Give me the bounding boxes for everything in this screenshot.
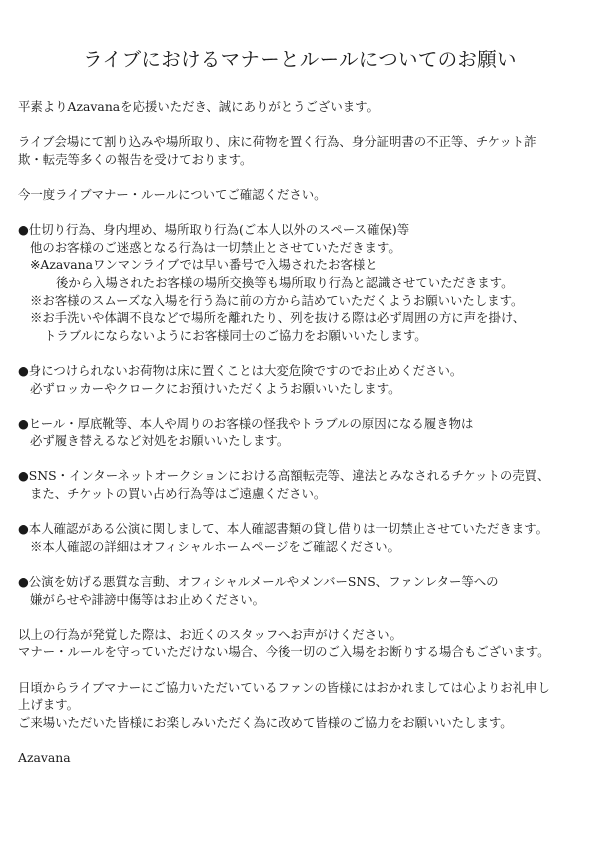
rule-heading: ●ヒール・厚底靴等、本人や周りのお客様の怪我やトラブルの原因になる履き物は: [18, 415, 474, 431]
document-body: [18, 98, 582, 767]
spacer: [18, 450, 582, 468]
rule-detail: 必ずロッカーやクロークにお預けいただくようお願いいたします。: [30, 380, 401, 396]
spacer: [18, 116, 582, 134]
spacer: [18, 661, 582, 679]
rule-detail: ※お客様のスムーズな入場を行う為に前の方から詰めていただくようお願いいたします。: [30, 292, 524, 308]
rule-detail: ※Azavanaワンマンライブでは早い番号で入場されたお客様と: [30, 257, 378, 273]
rule-item: [18, 520, 582, 573]
spacer: [18, 608, 582, 626]
rule-heading: ●身につけられないお荷物は床に置くことは大変危険ですのでお止めください。: [18, 362, 463, 378]
closing-line: 上げます。: [18, 697, 79, 713]
rule-heading: ●公演を妨げる悪質な言動、オフィシャルメールやメンバーSNS、ファンレター等への: [18, 574, 499, 590]
rule-heading: ●本人確認がある公演に関しまして、本人確認書類の貸し借りは一切禁止させていただきます。: [18, 521, 548, 537]
rule-detail: 必ず履き替えるなど対処をお願いいたします。: [30, 433, 290, 449]
warning-line: 以上の行為が発覚した際は、お近くのスタッフへお声がけください。: [18, 626, 402, 642]
rule-heading: ●仕切り行為、身内埋め、場所取り行為(ご本人以外のスペース確保)等: [18, 222, 410, 238]
rule-item: [18, 221, 582, 362]
closing-line: 日頃からライブマナーにご協力いただいているファンの皆様にはおかれましては心よりお礼申し: [18, 679, 550, 695]
rule-item: [18, 415, 582, 468]
rule-detail: また、チケットの買い占め行為等はご遠慮ください。: [30, 486, 327, 502]
closing-line: ご来場いただいた皆様にお楽しみいただく為に改めて皆様のご協力をお願いいたします。: [18, 714, 513, 730]
spacer: [18, 397, 582, 415]
rule-item: [18, 362, 582, 415]
confirm-line: 今一度ライブマナー・ルールについてご確認ください。: [18, 186, 327, 202]
rule-detail: 後から入場されたお客様の場所交換等も場所取り行為と認識させていただきます。: [56, 274, 514, 290]
spacer: [18, 503, 582, 521]
page-title: ライブにおけるマナーとルールについてのお願い: [83, 48, 517, 71]
spacer: [18, 555, 582, 573]
rule-detail: 嫌がらせや誹謗中傷等はお止めください。: [30, 591, 266, 607]
rule-heading: ●SNS・インターネットオークションにおける高額転売等、違法とみなされるチケットの売買、: [18, 468, 550, 484]
signature: Azavana: [18, 749, 71, 765]
rule-item: [18, 573, 582, 626]
rule-detail: ※お手洗いや体調不良などで場所を離れたり、列を抜ける際は必ず周囲の方に声を掛け、: [30, 310, 526, 326]
spacer: [18, 168, 582, 186]
warning-line: マナー・ルールを守っていただけない場合、今後一切のご入場をお断りする場合もございます。: [18, 644, 550, 660]
rule-item: [18, 467, 582, 520]
rule-detail: ※本人確認の詳細はオフィシャルホームページをご確認ください。: [30, 538, 400, 554]
greeting-line: 平素よりAzavanaを応援いただき、誠にありがとうございます。: [18, 99, 379, 114]
rules-list: [18, 221, 582, 626]
intro-line: 欺・転売等多くの報告を受けております。: [18, 151, 253, 167]
spacer: [18, 344, 582, 362]
intro-line: ライブ会場にて割り込みや場所取り、床に荷物を置く行為、身分証明書の不正等、チケット詐: [18, 134, 537, 150]
rule-detail: トラブルにならないようにお客様同士のご協力をお願いいたします。: [44, 327, 427, 343]
spacer: [18, 731, 582, 749]
rule-detail: 他のお客様のご迷惑となる行為は一切禁止とさせていただきます。: [30, 239, 401, 255]
spacer: [18, 204, 582, 222]
